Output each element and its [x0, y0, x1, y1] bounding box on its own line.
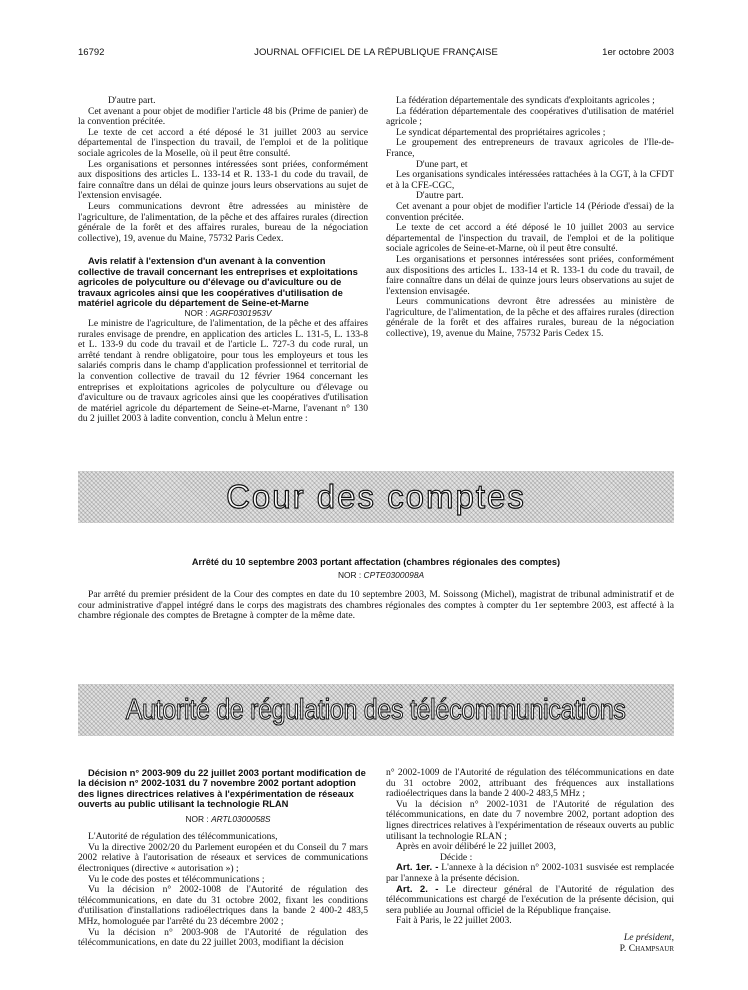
- nor-label: NOR :: [184, 308, 208, 319]
- paragraph: Après en avoir délibéré le 22 juillet 2003,: [396, 841, 556, 853]
- paragraph: Vu la directive 2002/20 du Parlement européen et du Conseil du 7 mars 2002 relative à l'autorisation de réseaux et services de communications électroniques (directive « autorisation ») ;: [78, 841, 368, 874]
- section-banner-art: [78, 684, 674, 736]
- article-label: Art. 2. -: [396, 883, 439, 895]
- right-column-top: [386, 96, 674, 340]
- paragraph: n° 2002-1009 de l'Autorité de régulation des télécommunications en date du 31 octobre 2002, attribuant des fréquences aux installations radioélectriques dans la bande 2 400-2 483,5 MHz ;: [386, 767, 674, 800]
- nor-reference: [78, 570, 674, 581]
- nor-label: NOR :: [185, 813, 209, 824]
- paragraph: L'Autorité de régulation des télécommunications,: [88, 831, 278, 843]
- avis-body: Le ministre de l'agriculture, de l'alimentation, de la pêche et des affaires rurales envisage de prendre, en application des articles L. 131-5, L. 133-8 et L. 133-9 du code du travail et de l'article L. 727-3 du code rural, un arrêté tendant à rendre obligatoire, pour tous les employeurs et tous les salariés compris dans le champ d'application professionnel et territorial de la convention collective de travail du 12 février 1964 concernant les entreprises et exploitations agricoles de polyculture ou d'élevage ou d'aviculture ou de travaux agricoles ainsi que les coopératives d'utilisation de matériel agricole du département de Seine-et-Marne, l'avenant n° 130 du 2 juillet 2003 à ladite convention, conclu à Melun entre :: [78, 317, 368, 425]
- paragraph: La fédération départementale des coopératives d'utilisation de matériel agricole ;: [386, 105, 674, 128]
- nor-reference: [78, 814, 368, 825]
- paragraph: Leurs communications devront être adressées au ministère de l'agriculture, de l'alimentation, de la pêche et des affaires rurales (direction générale de la forêt et des affaires rurales, bureau de la négociation collective), 19, avenue du Maine, 75732 Paris Cedex.: [78, 200, 368, 244]
- paragraph: Les organisations et personnes intéressées sont priées, conformément aux dispositions des articles L. 133-14 et R. 133-1 du code du travail, de faire connaître dans un délai de quinze jours leurs observations au sujet de l'extension envisagée.: [78, 158, 368, 202]
- page-header: [78, 47, 674, 61]
- paragraph: Les organisations syndicales intéressées rattachées à la CGT, à la CFDT et à la CFE-CGC,: [386, 169, 674, 191]
- paragraph: Vu la décision n° 2002-1031 de l'Autorité de régulation des télécommunications, en date du 7 novembre 2002, portant adoption des lignes directrices relatives à l'expérimentation de réseaux ouverts au public utilisant la technologie RLAN ;: [386, 798, 674, 842]
- paragraph: Vu la décision n° 2003-908 de l'Autorité de régulation des télécommunications, en date du 22 juillet 2003, modifiant la décision: [78, 926, 368, 949]
- cour-title: Arrêté du 10 septembre 2003 portant affectation (chambres régionales des comptes): [191, 557, 561, 567]
- paragraph: La fédération départementale des syndicats d'exploitants agricoles ;: [396, 95, 655, 106]
- left-column-top: [78, 96, 368, 425]
- avis-title: Avis relatif à l'extension d'un avenant à la convention collective de travail concernant les entreprises et exploitations agricoles de polyculture ou d'élevage ou d'aviculture ou de travaux agricoles ainsi que les coopératives d'utilisation de matériel agricole du département de Seine-et-Marne: [78, 255, 358, 308]
- decision-title: Décision n° 2003-909 du 22 juillet 2003 portant modification de la décision n° 2002-1031 du 7 novembre 2002 portant adoption des lignes directrices relatives à l'expérimentation de réseaux ouverts au public utilisant la technologie RLAN: [78, 767, 366, 810]
- issue-date: 1er octobre 2003: [602, 47, 674, 58]
- paragraph: Cet avenant a pour objet de modifier l'article 14 (Période d'essai) de la convention précitée.: [386, 200, 674, 223]
- paragraph: Le groupement des entrepreneurs de travaux agricoles de l'Ile-de-France,: [386, 137, 674, 159]
- paragraph: Cet avenant a pour objet de modifier l'article 48 bis (Prime de panier) de la convention précitée.: [78, 105, 368, 128]
- paragraph: Vu le code des postes et télécommunications ;: [88, 873, 265, 885]
- banner-title: Autorité de régulation des télécommunications: [126, 693, 626, 726]
- signature-name: P. Champsaur: [619, 942, 674, 954]
- article-2: [386, 885, 674, 917]
- banner-title: Cour des comptes: [226, 478, 526, 515]
- section-banner-cour-des-comptes: [78, 471, 674, 523]
- article-text: Le directeur général de l'Autorité de régulation des télécommunications est chargé de l'exécution de la présente décision, qui sera publiée au Journal officiel de la République française.: [386, 883, 674, 916]
- paragraph: Les organisations et personnes intéressées sont priées, conformément aux dispositions des articles L. 133-14 et R. 133-1 du code du travail, de faire connaître dans un délai de quinze jours leurs observations au sujet de l'extension envisagée.: [386, 253, 674, 297]
- article-1: [386, 863, 674, 884]
- paragraph: Le syndicat départemental des propriétaires agricoles ;: [396, 126, 606, 138]
- paragraph: Fait à Paris, le 22 juillet 2003.: [396, 915, 512, 927]
- nor-code: AGRF0301953V: [210, 308, 272, 319]
- nor-code: ARTL0300058S: [211, 813, 271, 824]
- paragraph: Le texte de cet accord a été déposé le 31 juillet 2003 au service départemental de l'inspection du travail, de l'emploi et de la politique sociale agricoles de la Moselle, où il peut être consulté.: [78, 126, 368, 159]
- cour-section: [78, 557, 674, 622]
- nor-code: CPTE0300098A: [363, 569, 425, 580]
- paragraph: Vu la décision n° 2002-1008 de l'Autorité de régulation des télécommunications, en date du 31 octobre 2002, fixant les conditions d'utilisation d'installations radioélectriques dans la bande 2 400-2 483,5 MHz, homologuée par l'arrêté du 23 décembre 2002 ;: [78, 884, 368, 927]
- nor-label: NOR :: [337, 569, 362, 580]
- paragraph: Décide :: [440, 851, 473, 863]
- page-number: 16792: [78, 47, 105, 58]
- cour-body: Par arrêté du premier président de la Cour des comptes en date du 10 septembre 2003, M. Soissong (Michel), magistrat de tribunal administratif et de cour administrative d'appel intégré dans le corps des magistrats des chambres régionales des comptes à compter du 1er septembre 2003, est affecté à la chambre régionale des comptes de Bretagne à compter de la même date.: [78, 589, 674, 622]
- paragraph: D'autre part.: [108, 95, 156, 106]
- paragraph: D'autre part.: [416, 190, 464, 202]
- paragraph: D'une part, et: [416, 158, 468, 170]
- paragraph: Leurs communications devront être adressées au ministère de l'agriculture, de l'alimentation, de la pêche et des affaires rurales (direction générale de la forêt et des affaires rurales, bureau de la négociation collective), 19, avenue du Maine, 75732 Paris Cedex 15.: [386, 296, 674, 340]
- journal-title: JOURNAL OFFICIEL DE LA RÉPUBLIQUE FRANÇAISE: [254, 47, 498, 58]
- decision-left-column: [78, 768, 368, 949]
- signature-role: Le président,: [623, 931, 674, 943]
- article-label: Art. 1er. -: [396, 862, 439, 874]
- paragraph: Le texte de cet accord a été déposé le 10 juillet 2003 au service départemental de l'inspection du travail, de l'emploi et de la politique sociale agricoles de Seine-et-Marne, où il peut être consulté.: [386, 222, 674, 255]
- article-text: L'annexe à la décision n° 2002-1031 susvisée est remplacée par l'annexe à la présente décision.: [386, 862, 674, 884]
- decision-right-column: [386, 768, 674, 954]
